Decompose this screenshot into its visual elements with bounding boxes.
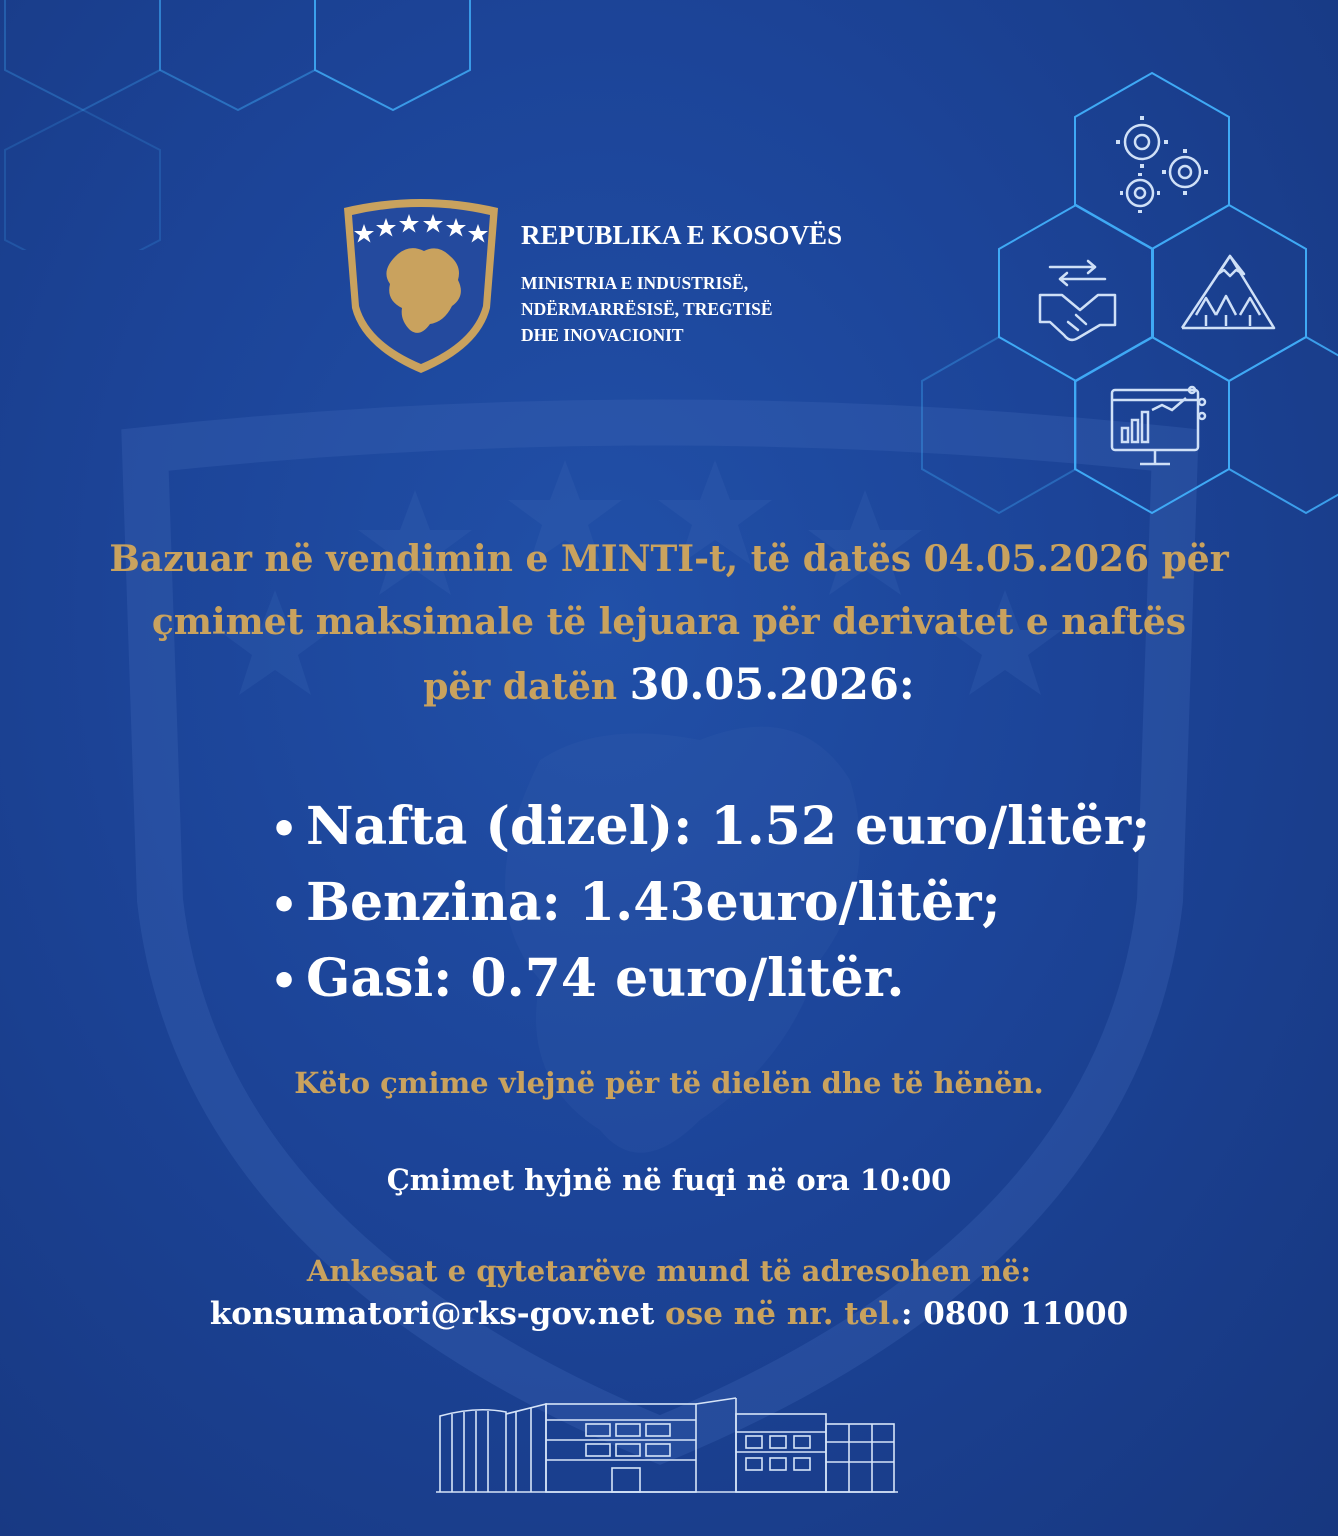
- price-item-petrol: [270, 866, 1270, 942]
- intro-date-prefix: për datën: [423, 666, 630, 708]
- handshake-icon: [1040, 261, 1115, 340]
- ministry-name: [521, 270, 921, 348]
- price-item-diesel: [270, 790, 1270, 866]
- price-text: Benzina: 1.43euro/litër;: [306, 872, 1001, 933]
- complaints-note: Ankesat e qytetarëve mund të adresohen në:: [306, 1254, 1032, 1288]
- bullet: •: [270, 956, 299, 1007]
- mountains-icon: [1182, 256, 1274, 328]
- ministry-line: DHE INOVACIONIT: [521, 325, 684, 345]
- ministry-line: NDËRMARRËSISË, TREGTISË: [521, 299, 773, 319]
- price-list: [270, 790, 1270, 1018]
- intro-line: çmimet maksimale të lejuara për derivatet e naftës: [151, 601, 1187, 643]
- intro-line: [40, 654, 1298, 719]
- price-text: Nafta (dizel): 1.52 euro/litër;: [306, 796, 1151, 857]
- intro-date: 30.05.2026:: [629, 660, 915, 710]
- price-text: Gasi: 0.74 euro/litër.: [306, 948, 905, 1009]
- ministry-line: MINISTRIA E INDUSTRISË,: [521, 273, 749, 293]
- computer-chart-icon: [1112, 387, 1205, 464]
- republic-title: REPUBLIKA E KOSOVËS: [521, 220, 843, 250]
- intro-text: [40, 528, 1298, 719]
- coat-of-arms-icon: [340, 196, 502, 376]
- hexagon-icon-cluster: [900, 60, 1338, 530]
- contact-email[interactable]: konsumatori@rks-gov.net: [209, 1296, 655, 1332]
- building-icon: [436, 1392, 898, 1496]
- header: [340, 196, 920, 376]
- contact-or-phone-label: ose në nr. tel.: [654, 1296, 901, 1332]
- bullet: •: [270, 804, 299, 855]
- validity-note: Këto çmime vlejnë për të dielën dhe të hënën.: [294, 1066, 1044, 1100]
- price-item-gas: [270, 942, 1270, 1018]
- effective-time-note: Çmimet hyjnë në fuqi në ora 10:00: [386, 1163, 952, 1197]
- bullet: •: [270, 880, 299, 931]
- contact-line: [0, 1296, 1338, 1332]
- intro-line: Bazuar në vendimin e MINTI-t, të datës 04.05.2026 për: [109, 538, 1229, 580]
- contact-colon: :: [900, 1296, 924, 1332]
- contact-phone[interactable]: 0800 11000: [923, 1296, 1129, 1332]
- gears-icon: [1116, 116, 1208, 213]
